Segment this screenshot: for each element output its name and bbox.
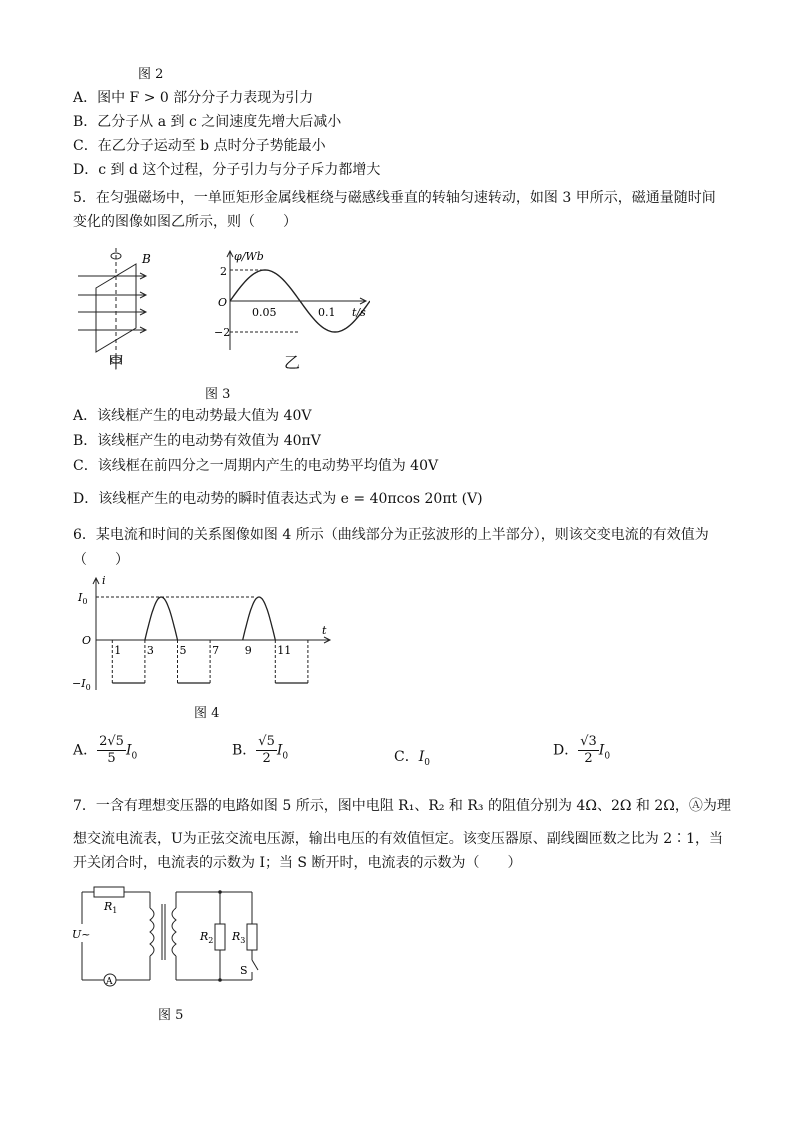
q6-option-b: B． $\frac{√5}{2}$ $I_0$: [232, 734, 289, 766]
fig4-caption: 图 4: [194, 706, 220, 721]
q5-option-d: D．该线框产生的电动势的瞬时值表达式为 e = 40πcos 20πt (V): [73, 491, 483, 507]
current-x-tick-7: 7: [212, 644, 220, 657]
fig4-current-chart: [72, 574, 338, 696]
fig3-jia-caption: 甲: [108, 353, 125, 372]
current-x-tick-1: 1: [114, 644, 122, 657]
ammeter-icon: A: [106, 977, 113, 987]
q4-option-a: A．图中 F > 0 部分分子力表现为引力: [73, 90, 314, 106]
q6-option-d: D． $\frac{√3}{2}$ $I_0$: [553, 734, 611, 766]
r3-label: $R_3$: [232, 930, 246, 945]
flux-x-tick-2: 0.1: [318, 306, 336, 319]
q5-option-c: C．该线框在前四分之一周期内产生的电动势平均值为 40V: [73, 458, 439, 474]
q5-option-b: B．该线框产生的电动势有效值为 40πV: [73, 433, 321, 449]
r1-label: $R_1$: [104, 900, 118, 915]
fig3-yi-chart: [200, 246, 370, 356]
q4-option-b: B．乙分子从 a 到 c 之间速度先增大后减小: [73, 114, 342, 130]
q7-stem-line2: 想交流电流表，U为正弦交流电压源，输出电压的有效值恒定。该变压器原、副线圈匝数之比为 2∶1，当: [73, 831, 724, 847]
current-ylabel: i: [102, 574, 106, 587]
current-i0-label: $I_0$: [78, 591, 88, 606]
fig3-yi-caption: 乙: [284, 353, 301, 372]
current-neg-i0-label: $-I_0$: [72, 677, 91, 692]
q5-stem-line2: 变化的图像如图乙所示，则（ ）: [73, 214, 297, 230]
fig2-caption: 图 2: [138, 67, 164, 82]
q5-stem-line1: 5．在匀强磁场中，一单匝矩形金属线框绕与磁感线垂直的转轴匀速转动，如图 3 甲所示，磁通量随时间: [73, 190, 716, 206]
flux-ylabel: φ/Wb: [234, 250, 264, 263]
q6-stem-line2: （ ）: [73, 552, 129, 568]
fig3-caption: 图 3: [205, 387, 231, 402]
q4-option-c: C．在乙分子运动至 b 点时分子势能最小: [73, 138, 326, 154]
current-x-tick-11: 11: [277, 644, 292, 657]
q5-option-a: A．该线框产生的电动势最大值为 40V: [73, 408, 312, 424]
switch-s-label: S: [240, 964, 248, 977]
field-b-label: B: [142, 252, 151, 266]
flux-xlabel: t/s: [352, 306, 366, 319]
flux-y-tick-pos: 2: [220, 265, 227, 278]
source-u-label: U~: [72, 928, 91, 941]
current-xlabel: t: [322, 624, 327, 637]
current-x-tick-9: 9: [244, 644, 252, 657]
flux-origin: O: [218, 296, 228, 309]
current-x-tick-3: 3: [146, 644, 154, 657]
current-origin: O: [82, 634, 92, 647]
q6-option-c: C．$I_0$: [394, 749, 430, 768]
fig5-caption: 图 5: [158, 1008, 184, 1023]
flux-x-tick-1: 0.05: [252, 306, 277, 319]
current-x-tick-5: 5: [179, 644, 187, 657]
q7-stem-line3: 开关闭合时，电流表的示数为 I；当 S 断开时，电流表的示数为（ ）: [73, 855, 522, 871]
q6-stem-line1: 6．某电流和时间的关系图像如图 4 所示（曲线部分为正弦波形的上半部分），则该交变电流的有效值为: [73, 527, 709, 543]
q4-option-d: D．c 到 d 这个过程，分子引力与分子斥力都增大: [73, 162, 381, 178]
fig5-circuit-diagram: [72, 880, 282, 992]
flux-y-tick-neg: −2: [214, 326, 231, 339]
q6-option-a: A． $\frac{2√5}{5}$ $I_0$: [73, 734, 138, 766]
r2-label: $R_2$: [200, 930, 214, 945]
q7-stem-line1: 7．一含有理想变压器的电路如图 5 所示，图中电阻 R₁、R₂ 和 R₃ 的阻值分别为 4Ω、2Ω 和 2Ω，Ⓐ为理: [73, 798, 731, 814]
